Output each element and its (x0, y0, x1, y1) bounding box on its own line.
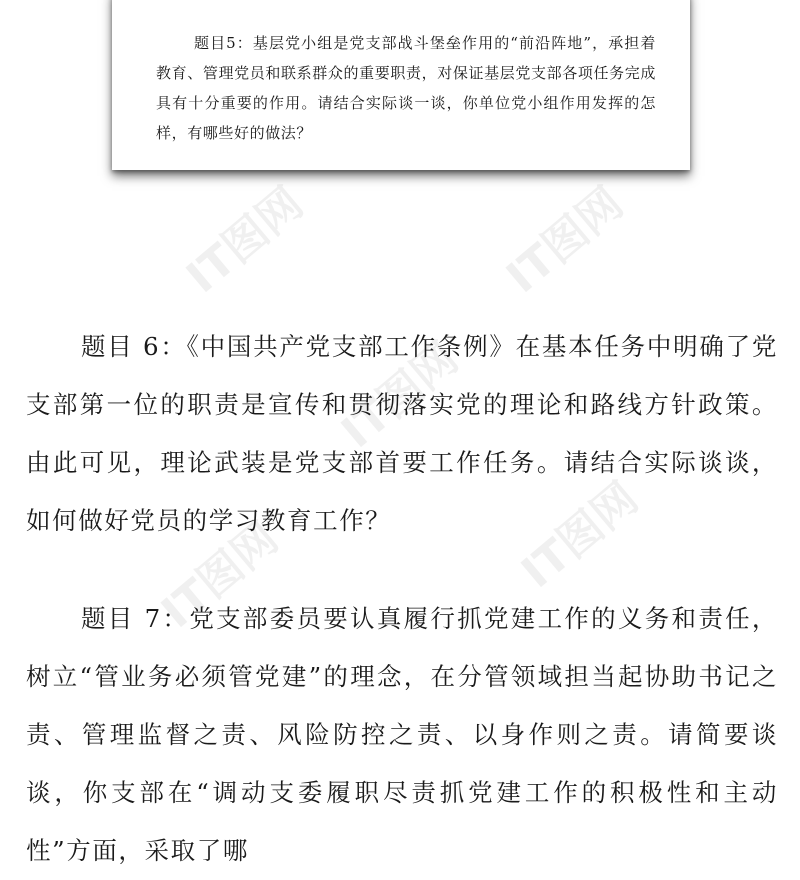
watermark: IT图网 (177, 177, 313, 304)
watermark: IT图网 (497, 177, 633, 304)
watermark: IT图网 (332, 332, 468, 459)
question-6-text: 题目 6：《中国共产党支部工作条例》在基本任务中明确了党支部第一位的职责是宣传和贯彻落实党的理论和路线方针政策。由此可见，理论武装是党支部首要工作任务。请结合实际谈谈，如何做好党员的学习教育工作？ (26, 332, 778, 535)
question-7-text: 题目 7：党支部委员要认真履行抓党建工作的义务和责任，树立“管业务必须管党建”的理念，在分管领域担当起协助书记之责、管理监督之责、风险防控之责、以身作则之责。请简要谈谈，你支部在“调动支委履职尽责抓党建工作的积极性和主动性”方面，采取了哪 (26, 604, 778, 865)
watermark: IT图网 (512, 472, 648, 599)
watermark: IT图网 (152, 512, 288, 639)
question-5-text: 题目5：基层党小组是党支部战斗堡垒作用的“前沿阵地”，承担着教育、管理党员和联系群众的重要职责，对保证基层党支部各项任务完成具有十分重要的作用。请结合实际谈一谈，你单位党小组作用发挥的怎样，有哪些好的做法？ (156, 34, 656, 142)
question-5-card (112, 0, 690, 170)
